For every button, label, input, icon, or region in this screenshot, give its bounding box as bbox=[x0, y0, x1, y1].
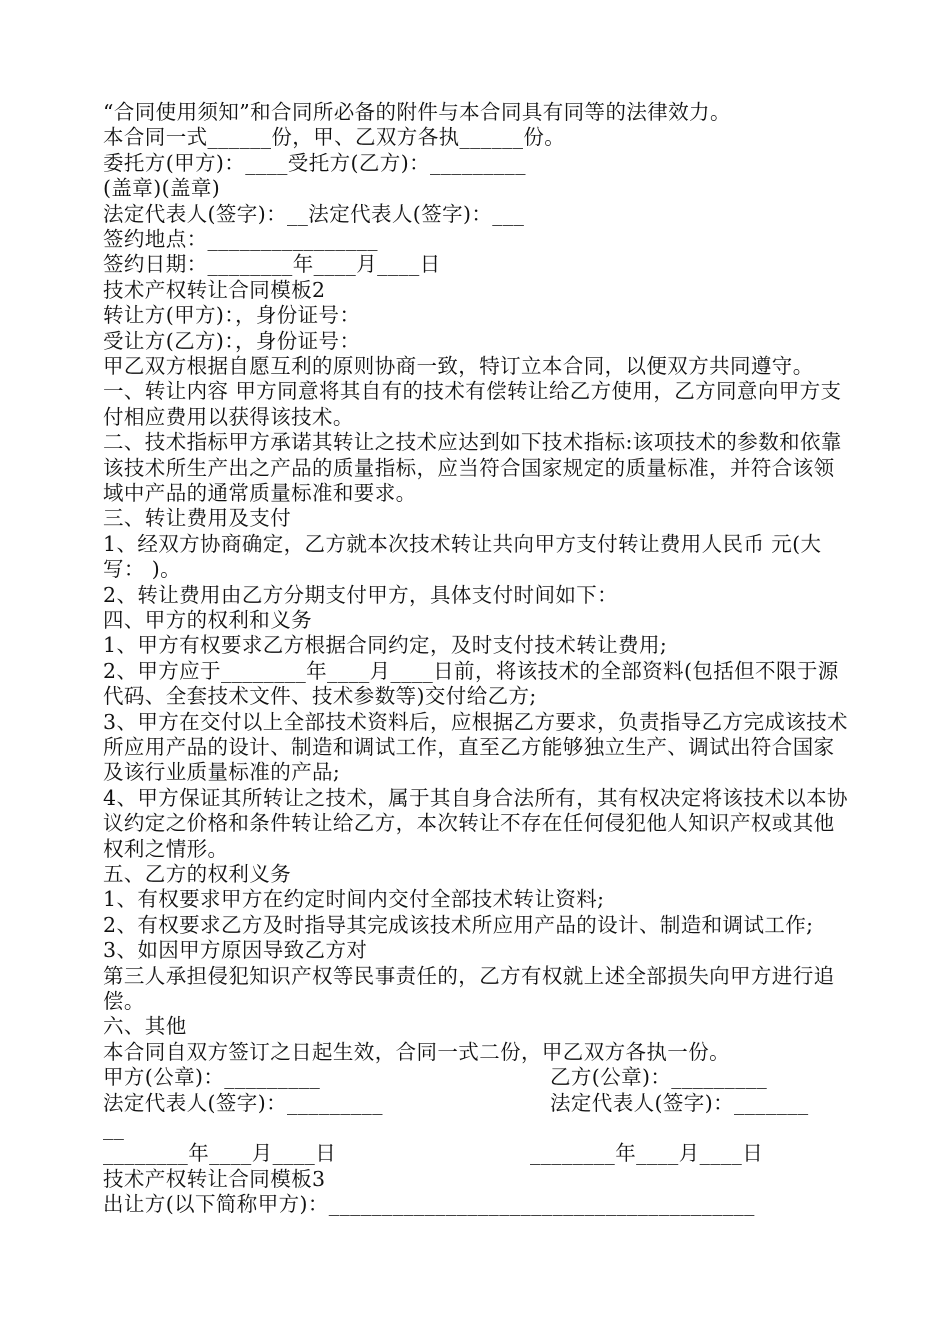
text-line: 签约地点：________________ bbox=[103, 226, 378, 251]
signature-row-date bbox=[103, 1141, 850, 1166]
text-line: 本合同一式______份，甲、乙双方各执______份。 bbox=[103, 125, 566, 150]
text-line: 受让方(乙方)：，身份证号： bbox=[103, 328, 361, 353]
signature-row-seal bbox=[103, 1065, 850, 1090]
paragraph: 2、有权要求乙方及时指导其完成该技术所应用产品的设计、制造和调试工作; bbox=[103, 912, 814, 937]
text-line: 出让方(以下简称甲方)：________________________________________ bbox=[103, 1192, 755, 1217]
text-line: (盖章)(盖章) bbox=[103, 176, 221, 201]
heading: 三、转让费用及支付 bbox=[103, 506, 292, 531]
text-line: __ bbox=[103, 1116, 125, 1141]
section-title: 技术产权转让合同模板2 bbox=[103, 277, 326, 302]
party-b-date: ________年____月____日 bbox=[530, 1141, 764, 1166]
party-a-seal: 甲方(公章)：_________ bbox=[103, 1065, 321, 1090]
text-line: 法定代表人(签字)：__法定代表人(签字)：___ bbox=[103, 201, 525, 226]
heading: 五、乙方的权利义务 bbox=[103, 862, 292, 887]
paragraph: 1、甲方有权要求乙方根据合同约定，及时支付技术转让费用; bbox=[103, 633, 668, 658]
paragraph: 2、甲方应于________年____月____日前，将该技术的全部资料(包括但不限于源代码、全套技术文件、技术参数等)交付给乙方; bbox=[103, 658, 839, 709]
paragraph: 甲乙双方根据自愿互利的原则协商一致，特订立本合同，以便双方共同遵守。 bbox=[103, 353, 814, 378]
text-line: “合同使用须知”和合同所必备的附件与本合同具有同等的法律效力。 bbox=[103, 100, 731, 124]
paragraph: 1、经双方协商确定，乙方就本次技术转让共向甲方支付转让费用人民币 元(大写： )。 bbox=[103, 531, 822, 582]
paragraph: 1、有权要求甲方在约定时间内交付全部技术转让资料; bbox=[103, 887, 605, 912]
paragraph: 一、转让内容 甲方同意将其自有的技术有偿转让给乙方使用，乙方同意向甲方支付相应费用以获得该技术。 bbox=[103, 379, 842, 429]
paragraph: 2、转让费用由乙方分期支付甲方，具体支付时间如下： bbox=[103, 582, 619, 607]
party-a-representative: 法定代表人(签字)：_________ bbox=[103, 1090, 383, 1115]
paragraph: 本合同自双方签订之日起生效，合同一式二份，甲乙双方各执一份。 bbox=[103, 1039, 730, 1064]
paragraph: 二、技术指标甲方承诺其转让之技术应达到如下技术指标:该项技术的参数和依靠该技术所生产出之产品的质量指标，应当符合国家规定的质量标准，并符合该领域中产品的通常质量标准和要求。 bbox=[103, 430, 842, 505]
paragraph: 3、如因甲方原因导致乙方对 bbox=[103, 938, 368, 963]
text-line: 转让方(甲方)：，身份证号： bbox=[103, 303, 361, 328]
paragraph: 4、甲方保证其所转让之技术，属于其自身合法所有，其有权决定将该技术以本协议约定之价格和条件转让给乙方，本次转让不存在任何侵犯他人知识产权或其他权利之情形。 bbox=[103, 785, 848, 861]
text-line: 委托方(甲方)：____受托方(乙方)：_________ bbox=[103, 150, 526, 175]
paragraph: 第三人承担侵犯知识产权等民事责任的，乙方有权就上述全部损失向甲方进行追偿。 bbox=[103, 963, 835, 1014]
party-a-date: ________年____月____日 bbox=[103, 1141, 337, 1166]
document-body bbox=[103, 100, 850, 1218]
heading: 六、其他 bbox=[103, 1014, 187, 1039]
party-b-seal: 乙方(公章)：_________ bbox=[550, 1065, 768, 1090]
heading: 四、甲方的权利和义务 bbox=[103, 607, 312, 632]
paragraph: 3、甲方在交付以上全部技术资料后，应根据乙方要求，负责指导乙方完成该技术所应用产品的设计、制造和调试工作，直至乙方能够独立生产、调试出符合国家及该行业质量标准的产品; bbox=[103, 709, 848, 785]
section-title: 技术产权转让合同模板3 bbox=[103, 1166, 326, 1191]
text-line: 签约日期：________年____月____日 bbox=[103, 252, 441, 277]
party-b-representative: 法定代表人(签字)：_______ bbox=[550, 1090, 809, 1115]
signature-row-rep bbox=[103, 1091, 850, 1116]
